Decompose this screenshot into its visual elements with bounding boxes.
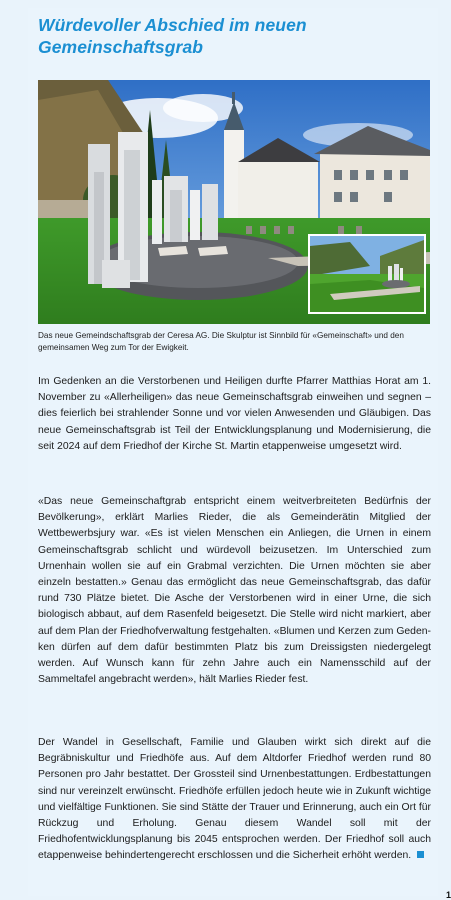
body-paragraph: [38, 735, 431, 865]
body-paragraph: Im Gedenken an die Verstorbenen und Heiligen durfte Pfarrer Matthias Horat am 1. November zu «Allerheiligen» das neue Gemeinschaftsgrab einweihen und segnen – dies feierlich bei strahlender Sonne und vor vielen Anwesenden und Gläubigen. Das neue Gemeinschaftsgrab ist Teil der Entwicklungsplanung und Modernisierung, die seit 2024 auf dem Friedhof der Kirche St. Martin etappenweise umgesetzt wird.: [38, 376, 431, 452]
end-mark-icon: [417, 851, 424, 858]
photo-caption: Das neue Gemeindschaftsgrab der Ceresa AG. Die Skulptur ist Sinnbild für «Gemeinschaft» und den gemeinsamen Weg zum Tor der Ewigkeit.: [38, 331, 404, 352]
article-page: [28, 8, 438, 896]
body-paragraph: «Das neue Gemeinschaftgrab entspricht einem weitverbreiteten Bedürfnis der Bevölkerung», erklärt Marlies Rieder, die als Gemeinderätin Mitglied der Wettbewerbsjury war. «Es ist vielen Menschen ein Anliegen, die Urnen in einem Gemeinschaftsgrab schlicht und würdevoll beizusetzen. Im Unterschied zum Urnenhain wollen sie auf ein Grabmal verzichten. Die Urnen möchten sie aber einzeln bestatten.» Genau das ermöglicht das neue Gemeinschaftsgrab, das dafür rund 730 Plätze bietet. Die Asche der Verstorbenen wird in einer Urne, die sich biologisch abbaut, auf dem Rasenfeld beigesetzt. Die Stelle wird nicht markiert, aber auf dem Plan der Friedhofverwaltung festgehalten. «Blumen und Kerzen zum Gedenken dürfen auf dem dafür bestimmten Platz bis zum Dreissigsten niedergelegt werden. Auf Wunsch kann für zehn Jahre auch ein Namensschild auf der Sammeltafel angebracht werden», hält Marlies Rieder fest.: [38, 496, 431, 686]
inset-photo: [308, 234, 426, 314]
hero-photo: [38, 80, 430, 324]
page-number: 1: [445, 890, 451, 900]
body-paragraph-text: Der Wandel in Gesellschaft, Familie und Glauben wirkt sich direkt auf die Begräbniskultur und Friedhöfe aus. Auf dem Altdorfer Friedhof werden rund 80 Personen pro Jahr bestattet. Der Grossteil sind Urnenbestattungen. Erdbestattungen sind nur vereinzelt erwünscht. Friedhöfe erfüllen jedoch heute wie in Zukunft wichtige und vielfältige Funktionen. Sie sind Stätte der Trauer und Erinnerung, auch ein Ort für Rückzug und Erholung. Genau diesem Wandel soll mit der Friedhofentwicklungsplanung bis 2045 entsprochen werden. Der Friedhof soll auch etappenweise behindertengerecht erschlossen und die Sicherheit erhöht werden.: [38, 737, 431, 862]
article-title: Würdevoller Abschied im neuen Gemeinschaftsgrab: [38, 15, 307, 57]
